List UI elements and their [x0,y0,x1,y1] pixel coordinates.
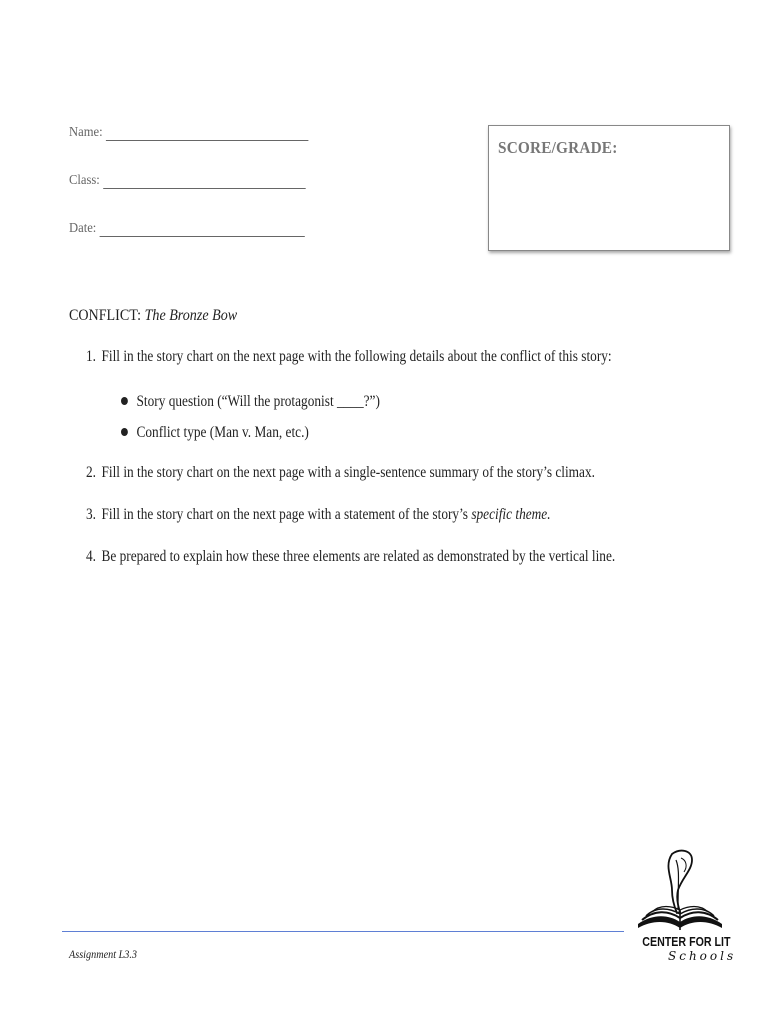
assignment-label: Assignment L3.3 [69,947,138,961]
section-title-book: The Bronze Bow [144,307,238,324]
class-line[interactable] [103,174,306,189]
bullet-item-2 [121,424,309,442]
score-grade-box [488,125,730,251]
name-line[interactable] [106,126,309,141]
date-label: Date: [69,221,97,236]
list-item-text-italic: specific theme. [471,506,551,523]
list-item-text: Fill in the story chart on the next page with a statement of the story’s [101,506,472,523]
logo-name: CENTER FOR LIT [642,934,731,949]
bullet-icon [121,397,128,405]
list-item-text: Be prepared to explain how these three elements are related as demonstrated by the vertical line. [101,548,616,565]
date-line[interactable] [100,222,305,237]
score-grade-label: SCORE/GRADE: [498,138,618,157]
list-item-number: 4. [86,548,96,565]
class-label: Class: [69,173,100,188]
list-item-1 [86,348,612,366]
date-field[interactable] [69,221,305,237]
bullet-text: Story question (“Will the protagonist ____?”) [136,393,380,410]
bullet-item-1 [121,393,380,411]
list-item-4 [86,548,615,566]
quill-book-icon [634,848,726,934]
bullet-icon [121,428,128,436]
list-item-number: 2. [86,464,96,481]
list-item-2 [86,464,595,482]
center-for-lit-logo [634,848,737,970]
section-title [69,307,237,325]
list-item-number: 3. [86,506,96,523]
list-item-text: Fill in the story chart on the next page with a single-sentence summary of the story’s climax. [101,464,595,481]
bullet-text: Conflict type (Man v. Man, etc.) [136,424,309,441]
footer-divider [62,931,624,932]
name-label: Name: [69,125,103,140]
class-field[interactable] [69,173,306,189]
list-item-text: Fill in the story chart on the next page with the following details about the conflict of this story: [101,348,612,365]
logo-subtitle: Schools [668,949,737,963]
list-item-number: 1. [86,348,96,365]
list-item-3 [86,506,551,524]
section-title-prefix: CONFLICT: [69,307,142,324]
name-field[interactable] [69,125,309,141]
